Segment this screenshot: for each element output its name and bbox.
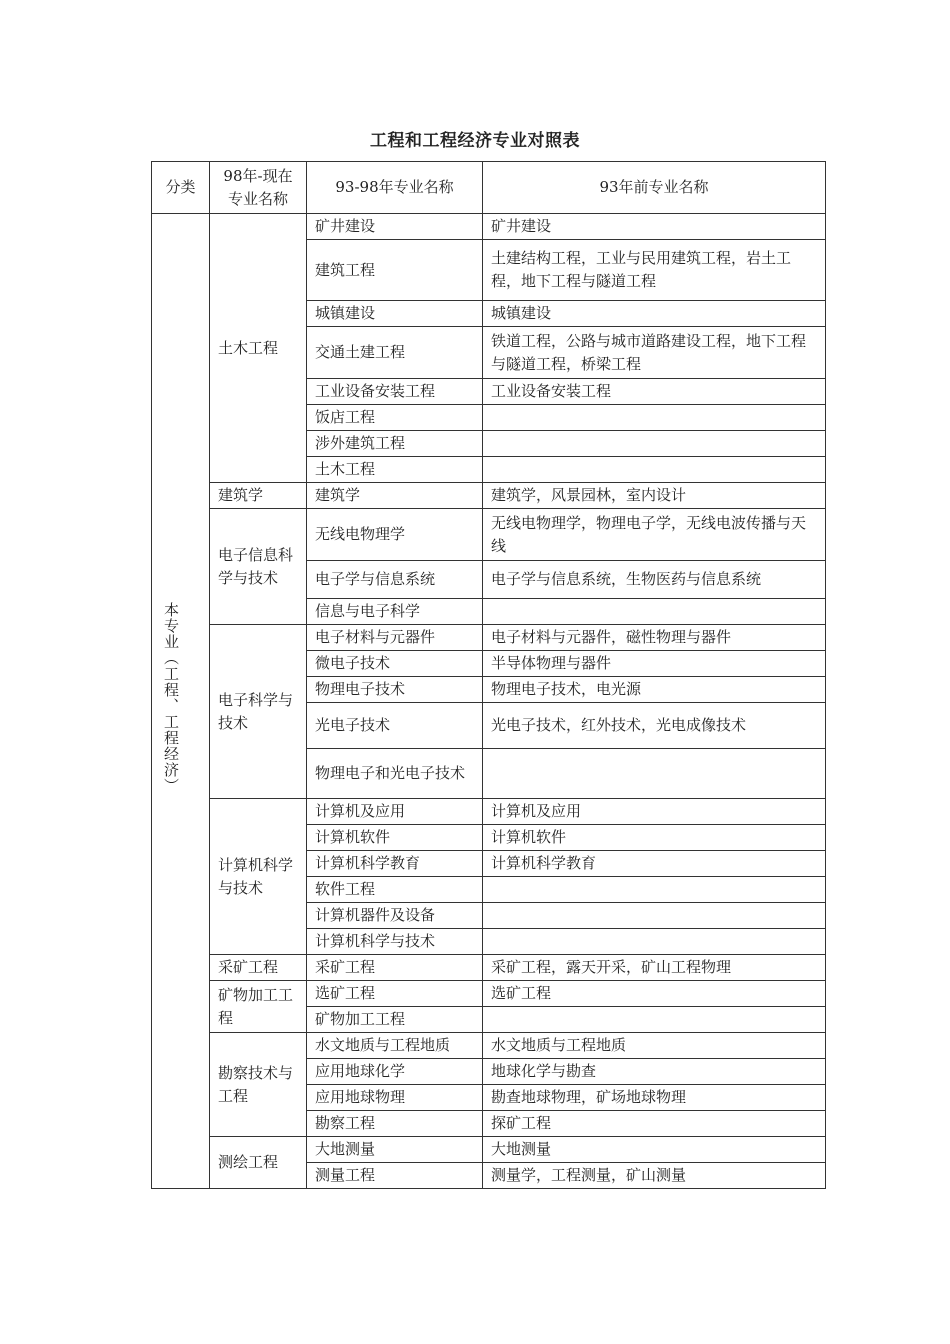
- old-major-cell: 探矿工程: [483, 1111, 826, 1137]
- mid-major-cell: 光电子技术: [307, 703, 483, 749]
- old-major-cell: 矿井建设: [483, 214, 826, 240]
- table-body: [152, 214, 826, 1189]
- old-major-cell: [483, 903, 826, 929]
- old-major-cell: 铁道工程，公路与城市道路建设工程，地下工程与隧道工程，桥梁工程: [483, 327, 826, 379]
- mid-major-cell: 土木工程: [307, 457, 483, 483]
- old-major-cell: 采矿工程，露天开采，矿山工程物理: [483, 955, 826, 981]
- old-major-cell: 半导体物理与器件: [483, 651, 826, 677]
- mid-major-cell: 物理电子技术: [307, 677, 483, 703]
- mid-major-cell: 计算机器件及设备: [307, 903, 483, 929]
- mid-major-cell: 软件工程: [307, 877, 483, 903]
- old-major-cell: [483, 929, 826, 955]
- mid-major-cell: 城镇建设: [307, 301, 483, 327]
- major-comparison-table: [151, 161, 826, 1189]
- table-row: [152, 955, 826, 981]
- table-row: [152, 981, 826, 1007]
- old-major-cell: 勘查地球物理，矿场地球物理: [483, 1085, 826, 1111]
- old-major-cell: 大地测量: [483, 1137, 826, 1163]
- old-major-cell: 计算机软件: [483, 825, 826, 851]
- current-major-cell: 计算机科学与技术: [210, 799, 307, 955]
- mid-major-cell: 测量工程: [307, 1163, 483, 1189]
- old-major-cell: 计算机及应用: [483, 799, 826, 825]
- mid-major-cell: 大地测量: [307, 1137, 483, 1163]
- header-current-major: 98年-现在 专业名称: [210, 162, 307, 214]
- current-major-cell: 电子科学与技术: [210, 625, 307, 799]
- mid-major-cell: 矿井建设: [307, 214, 483, 240]
- old-major-cell: 电子学与信息系统，生物医药与信息系统: [483, 561, 826, 599]
- current-major-cell: 建筑学: [210, 483, 307, 509]
- old-major-cell: [483, 431, 826, 457]
- current-major-cell: 采矿工程: [210, 955, 307, 981]
- mid-major-cell: 选矿工程: [307, 981, 483, 1007]
- current-major-cell: 土木工程: [210, 214, 307, 483]
- current-major-cell: 勘察技术与工程: [210, 1033, 307, 1137]
- mid-major-cell: 矿物加工工程: [307, 1007, 483, 1033]
- old-major-cell: 建筑学，风景园林，室内设计: [483, 483, 826, 509]
- old-major-cell: 选矿工程: [483, 981, 826, 1007]
- mid-major-cell: 微电子技术: [307, 651, 483, 677]
- table-row: [152, 1033, 826, 1059]
- mid-major-cell: 水文地质与工程地质: [307, 1033, 483, 1059]
- mid-major-cell: 计算机软件: [307, 825, 483, 851]
- category-cell: [152, 214, 210, 1189]
- table-row: [152, 509, 826, 561]
- mid-major-cell: 涉外建筑工程: [307, 431, 483, 457]
- mid-major-cell: 建筑学: [307, 483, 483, 509]
- mid-major-cell: 采矿工程: [307, 955, 483, 981]
- mid-major-cell: 物理电子和光电子技术: [307, 749, 483, 799]
- table-header-row: [152, 162, 826, 214]
- old-major-cell: 物理电子技术，电光源: [483, 677, 826, 703]
- old-major-cell: 地球化学与勘查: [483, 1059, 826, 1085]
- old-major-cell: [483, 749, 826, 799]
- old-major-cell: [483, 877, 826, 903]
- header-mid-major: 93-98年专业名称: [307, 162, 483, 214]
- old-major-cell: 计算机科学教育: [483, 851, 826, 877]
- mid-major-cell: 信息与电子科学: [307, 599, 483, 625]
- mid-major-cell: 勘察工程: [307, 1111, 483, 1137]
- table-row: [152, 1137, 826, 1163]
- current-major-cell: 电子信息科学与技术: [210, 509, 307, 625]
- old-major-cell: 水文地质与工程地质: [483, 1033, 826, 1059]
- mid-major-cell: 计算机及应用: [307, 799, 483, 825]
- old-major-cell: [483, 457, 826, 483]
- current-major-cell: 矿物加工工程: [210, 981, 307, 1033]
- mid-major-cell: 电子材料与元器件: [307, 625, 483, 651]
- old-major-cell: 城镇建设: [483, 301, 826, 327]
- old-major-cell: 测量学，工程测量，矿山测量: [483, 1163, 826, 1189]
- category-label: 本专业（工程、工程经济）: [162, 601, 180, 794]
- mid-major-cell: 应用地球化学: [307, 1059, 483, 1085]
- current-major-cell: 测绘工程: [210, 1137, 307, 1189]
- mid-major-cell: 饭店工程: [307, 405, 483, 431]
- old-major-cell: 光电子技术，红外技术，光电成像技术: [483, 703, 826, 749]
- old-major-cell: [483, 405, 826, 431]
- old-major-cell: [483, 1007, 826, 1033]
- old-major-cell: [483, 599, 826, 625]
- table-row: [152, 625, 826, 651]
- page-title: 工程和工程经济专业对照表: [370, 131, 580, 151]
- mid-major-cell: 电子学与信息系统: [307, 561, 483, 599]
- old-major-cell: 电子材料与元器件，磁性物理与器件: [483, 625, 826, 651]
- mid-major-cell: 计算机科学与技术: [307, 929, 483, 955]
- mid-major-cell: 工业设备安装工程: [307, 379, 483, 405]
- header-category: 分类: [152, 162, 210, 214]
- old-major-cell: 工业设备安装工程: [483, 379, 826, 405]
- table-row: [152, 214, 826, 240]
- mid-major-cell: 交通土建工程: [307, 327, 483, 379]
- mid-major-cell: 应用地球物理: [307, 1085, 483, 1111]
- header-old-major: 93年前专业名称: [483, 162, 826, 214]
- old-major-cell: 土建结构工程，工业与民用建筑工程，岩土工程，地下工程与隧道工程: [483, 240, 826, 301]
- mid-major-cell: 无线电物理学: [307, 509, 483, 561]
- table-row: [152, 799, 826, 825]
- table-row: [152, 483, 826, 509]
- old-major-cell: 无线电物理学，物理电子学，无线电波传播与天线: [483, 509, 826, 561]
- mid-major-cell: 建筑工程: [307, 240, 483, 301]
- mid-major-cell: 计算机科学教育: [307, 851, 483, 877]
